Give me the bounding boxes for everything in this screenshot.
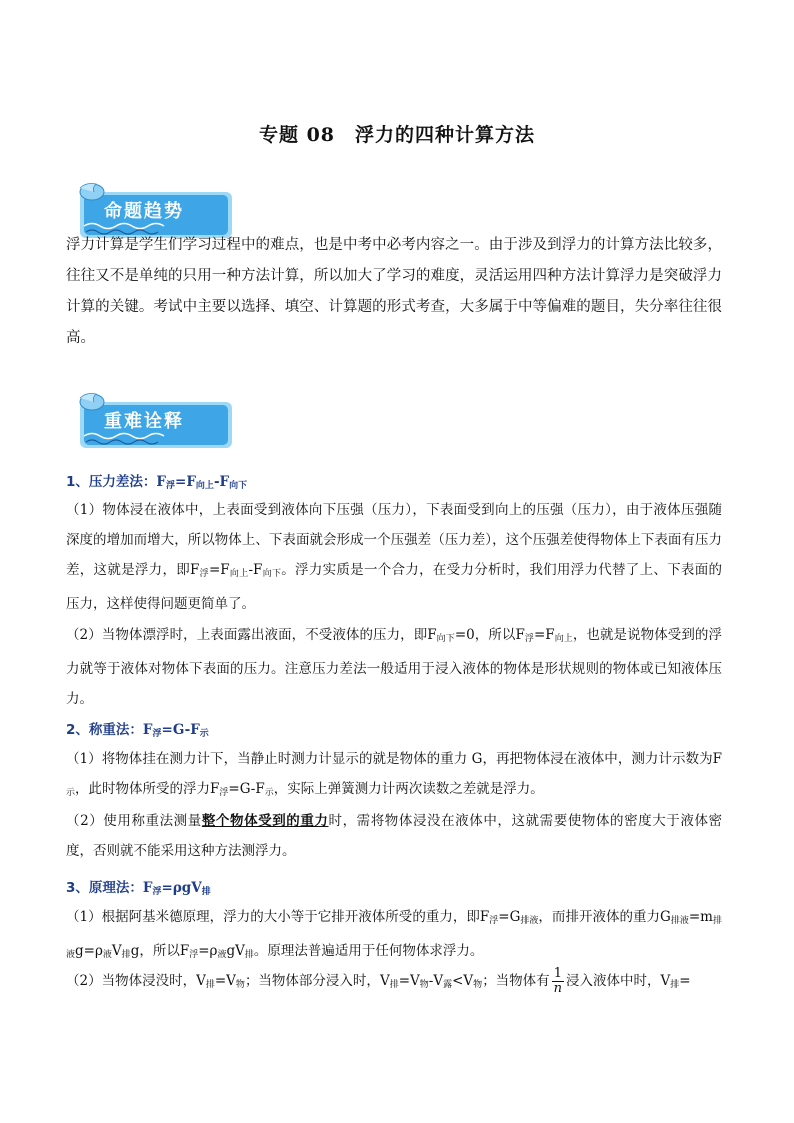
section3-paragraph1: （1）根据阿基米德原理，浮力的大小等于它排开液体所受的重力，即$F_浮=G_{排液}$，而排开液体的重力$G_{排液}=m_{排液}g=\rho_液V_排g$，所以$F_浮=\rho_液gV_排$。原理法普遍适用于任何物体求浮力。: [66, 909, 722, 960]
section2-paragraph2: （2）使用称重法测量整个物体受到的重力时，需将物体浸没在液体中，这就需要使物体的密度大于液体密度，否则就不能采用这种方法测浮力。: [66, 813, 723, 859]
section-badge-trend: [70, 182, 240, 234]
badge-label: 重难诠释: [104, 411, 184, 432]
fraction-one-over-n: $\frac{1}{n}$: [553, 966, 563, 996]
section1-paragraph1: （1）物体浸在液体中，上表面受到液体向下压强（压力），下表面受到向上的压强（压力），由于液体压强随深度的增加而增大，所以物体上、下表面就会形成一个压强差（压力差），这个压强差使得物体上下表面有压力差，这就是浮力，即$F_浮=F_{向上}-F_{向下}$。浮力实质是一个合力，在受力分析时，我们用浮力代替了上、下表面的压力，这样使得问题更简单了。: [66, 502, 722, 612]
section-heading-principle: 3、原理法：$F_浮=\rho gV_排$: [66, 880, 211, 897]
intro-paragraph: 浮力计算是学生们学习过程中的难点，也是中考中必考内容之一。由于涉及到浮力的计算方法比较多，往往又不是单纯的只用一种方法计算，所以加大了学习的难度，灵活运用四种方法计算浮力是突破浮力计算的关键。考试中主要以选择、填空、计算题的形式考查，大多属于中等偏难的题目，失分率往往很高。: [66, 237, 722, 346]
section-heading-weighing: 2、称重法：$F_浮=G-F_示$: [66, 722, 209, 739]
section1-paragraph2: （2）当物体漂浮时，上表面露出液面，不受液体的压力，即$F_{向下}=0$，所以$F_浮=F_{向上}$，也就是说物体受到的浮力就等于液体对物体下表面的压力。注意压力差法一般适用于浸入液体的物体是形状规则的物体或已知液体压力。: [66, 627, 722, 707]
section2-paragraph1: （1）将物体挂在测力计下，当静止时测力计显示的就是物体的重力 G，再把物体浸在液体中，测力计示数为$F_示$，此时物体所受的浮力$F_浮=G-F_示$，实际上弹簧测力计两次读数之差就是浮力。: [66, 751, 722, 798]
section3-paragraph2: （2）当物体浸没时，$V_排=V_物$；当物体部分浸入时，$V_排=V_物-V_露<V_物$；当物体有 $\frac{1}{n}$ 浸入液体中时，$V_排=$: [66, 966, 691, 996]
section-heading-pressure-difference: 1、压力差法：$F_浮=F_{向上}-F_{向下}$: [66, 474, 248, 491]
section-badge-explain: [70, 392, 240, 444]
document-title: 专题 08 浮力的四种计算方法: [258, 124, 536, 146]
badge-label: 命题趋势: [104, 201, 184, 222]
